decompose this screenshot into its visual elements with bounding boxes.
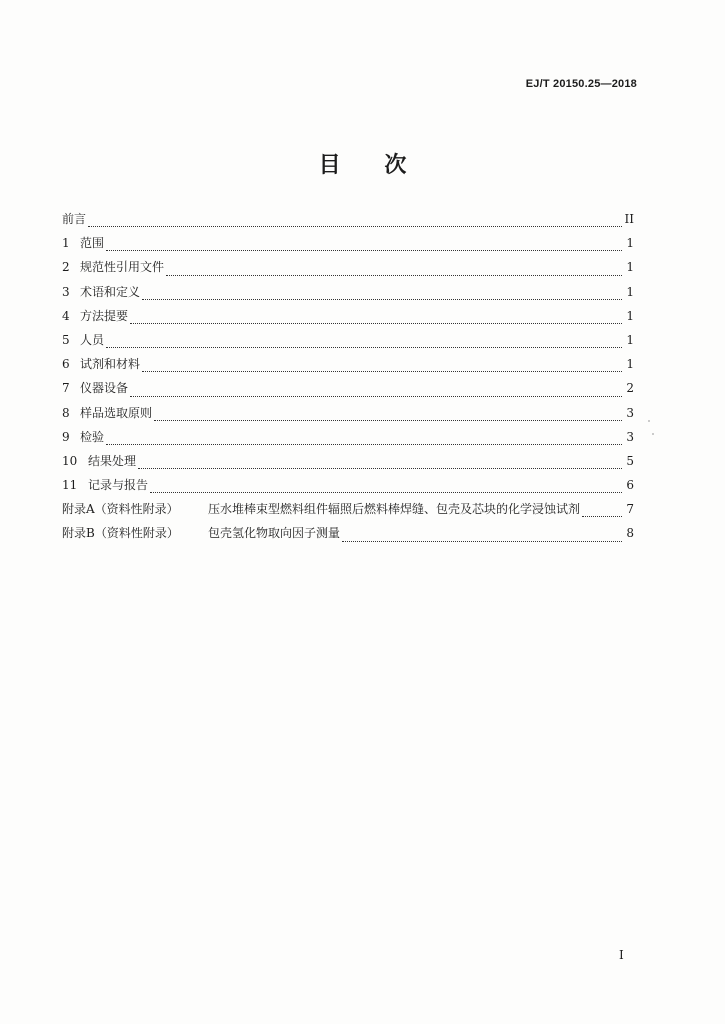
toc-entry-8[interactable] (62, 404, 634, 428)
toc-entry-number: 3 (62, 284, 70, 299)
dot-leader (106, 249, 622, 251)
toc-entry-label: 结果处理 (88, 453, 137, 468)
toc-entry-label: 前言 (62, 212, 87, 226)
toc-entry-6[interactable] (62, 355, 634, 379)
toc-entry-page: 1 (626, 332, 634, 347)
dot-leader (150, 491, 622, 493)
toc-entry-page: 5 (626, 453, 634, 468)
toc-entry-number: 2 (62, 260, 70, 275)
toc-entry-label: 仪器设备 (80, 381, 129, 396)
toc-entry-page: 3 (626, 405, 634, 420)
toc-entry-number: 7 (62, 381, 70, 396)
page-number: I (619, 948, 624, 962)
toc-entry-7[interactable] (62, 379, 634, 403)
toc-entry-label: 术语和定义 (80, 284, 141, 299)
dot-leader (342, 540, 622, 542)
toc-entry-label: 检验 (80, 429, 105, 444)
toc-entry-foreword[interactable] (62, 210, 634, 234)
appendix-prefix: 附录B（资料性附录） (62, 526, 179, 541)
title-char-1: 目 (318, 153, 341, 178)
toc-appendix-b[interactable] (62, 524, 634, 548)
toc-entry-1[interactable] (62, 234, 634, 258)
toc-entry-number: 5 (62, 332, 70, 347)
toc-entry-number: 6 (62, 357, 70, 372)
toc-entry-page: 6 (626, 478, 634, 493)
appendix-label: 包壳氢化物取向因子测量 (208, 526, 341, 541)
toc-entry-5[interactable] (62, 331, 634, 355)
toc-entry-page: 3 (626, 429, 634, 444)
standard-code: EJ/T 20150.25—2018 (525, 78, 637, 90)
dot-leader (130, 395, 622, 397)
title-char-2: 次 (384, 153, 407, 178)
appendix-page: 7 (626, 502, 634, 517)
toc-entry-label: 样品选取原则 (80, 405, 153, 420)
toc-entry-label: 记录与报告 (88, 478, 149, 493)
dot-leader (166, 274, 622, 276)
toc-entry-2[interactable] (62, 258, 634, 282)
dot-leader (154, 419, 622, 421)
toc-entry-page: 1 (626, 236, 634, 251)
toc-appendix-a[interactable] (62, 500, 634, 524)
table-of-contents (62, 210, 634, 549)
toc-entry-label: 试剂和材料 (80, 357, 141, 372)
toc-entry-page: 1 (626, 357, 634, 372)
scan-speck (648, 420, 650, 422)
toc-entry-page: 1 (626, 284, 634, 299)
toc-entry-number: 1 (62, 236, 70, 251)
toc-entry-4[interactable] (62, 307, 634, 331)
toc-entry-3[interactable] (62, 283, 634, 307)
toc-entry-page: 2 (626, 381, 634, 396)
toc-entry-10[interactable] (62, 452, 634, 476)
toc-entry-number: 9 (62, 429, 70, 444)
dot-leader (138, 467, 622, 469)
scan-speck (652, 433, 654, 435)
dot-leader (88, 225, 622, 227)
toc-entry-page: 1 (626, 308, 634, 323)
appendix-label: 压水堆棒束型燃料组件辐照后燃料棒焊缝、包壳及芯块的化学浸蚀试剂 (208, 502, 581, 517)
toc-entry-label: 范围 (80, 236, 105, 251)
dot-leader (142, 298, 622, 300)
toc-entry-label: 人员 (80, 332, 105, 347)
dot-leader (142, 370, 622, 372)
dot-leader (106, 443, 622, 445)
dot-leader (582, 515, 622, 517)
toc-entry-11[interactable] (62, 476, 634, 500)
toc-entry-page: 1 (626, 260, 634, 275)
toc-entry-page: II (624, 212, 634, 226)
page-title (0, 148, 725, 179)
dot-leader (130, 322, 622, 324)
toc-entry-9[interactable] (62, 428, 634, 452)
toc-entry-number: 8 (62, 405, 70, 420)
appendix-page: 8 (626, 526, 634, 541)
toc-entry-number: 11 (62, 478, 78, 493)
appendix-prefix: 附录A（资料性附录） (62, 502, 179, 517)
toc-entry-number: 4 (62, 308, 70, 323)
dot-leader (106, 346, 622, 348)
toc-entry-label: 方法提要 (80, 308, 129, 323)
toc-entry-label: 规范性引用文件 (80, 260, 165, 275)
toc-entry-number: 10 (62, 453, 78, 468)
